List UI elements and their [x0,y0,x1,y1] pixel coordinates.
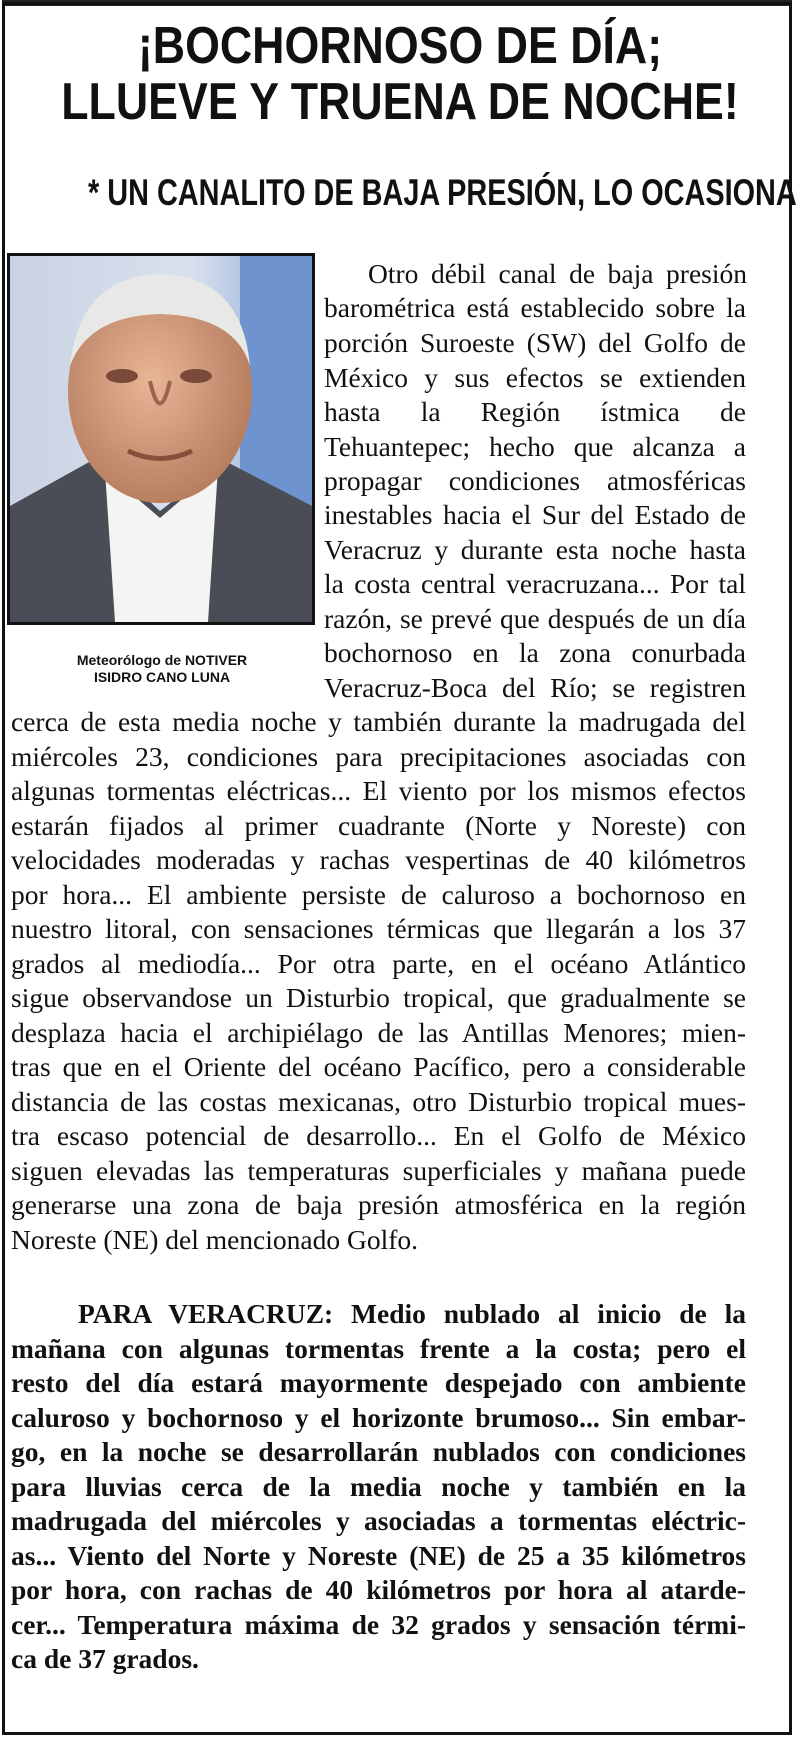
caption-line-2: ISIDRO CANO LUNA [93,669,231,685]
body-line: razón, se prevé que después de un día [324,603,746,634]
body-line: Veracruz-Boca del Río; se registren [324,672,746,703]
headline-line-2: LLUEVE Y TRUENA DE NOCHE! [61,73,739,131]
forecast-line: caluroso y bochornoso y el horizonte brumoso... Sin embar- [11,1402,746,1433]
body-line: tras que en el Oriente del océano Pacífico, pero a considerable [11,1051,746,1082]
body-line: propagar condiciones atmosféricas [324,465,746,496]
body-line: barométrica está establecido sobre la [324,292,746,323]
body-line: velocidades moderadas y rachas vespertinas de 40 kilómetros [11,844,746,875]
body-line: bochornoso en la zona conurbada [324,637,746,668]
body-line: cerca de esta media noche y también durante la madrugada del [11,706,746,737]
body-line: grados al mediodía... Por otra parte, en el océano Atlántico [11,948,746,979]
body-line: tra escaso potencial de desarrollo... En el Golfo de México [11,1120,746,1151]
body-line: inestables hacia el Sur del Estado de [324,499,746,530]
forecast-line: mañana con algunas tormentas frente a la costa; pero el [11,1333,746,1364]
body-line: generarse una zona de baja presión atmosférica en la región [11,1189,746,1220]
body-line: miércoles 23, condiciones para precipitaciones asociadas con [11,741,746,772]
body-line: México y sus efectos se extienden [324,362,746,393]
subheadline: * UN CANALITO DE BAJA PRESIÓN, LO OCASIONA [88,172,797,213]
body-line: Otro débil canal de baja presión [368,258,747,289]
forecast-line: madrugada del miércoles y asociadas a tormentas eléctric- [11,1505,746,1536]
forecast-line: PARA VERACRUZ: Medio nublado al inicio de la [78,1298,746,1329]
body-line: algunas tormentas eléctricas... El viento por los mismos efectos [11,775,746,806]
body-line: porción Suroeste (SW) del Golfo de [324,327,746,358]
body-line: estarán fijados al primer cuadrante (Norte y Noreste) con [11,810,746,841]
body-line: por hora... El ambiente persiste de caluroso a bochornoso en [11,879,746,910]
forecast-line: ca de 37 grados. [11,1643,199,1674]
forecast-line: para lluvias cerca de la media noche y también en la [11,1471,746,1502]
body-line: nuestro litoral, con sensaciones térmicas que llegarán a los 37 [11,913,746,944]
caption-line-1: Meteorólogo de NOTIVER [76,652,248,668]
body-line: hasta la Región ístmica de [324,396,746,427]
body-line: la costa central veracruzana... Por tal [324,568,746,599]
forecast-line: por hora, con rachas de 40 kilómetros por hora al atarde- [11,1574,746,1605]
body-line: sigue observandose un Disturbio tropical, que gradualmente se [11,982,746,1013]
body-line: Veracruz y durante esta noche hasta [324,534,746,565]
body-line: Tehuantepec; hecho que alcanza a [324,431,746,462]
body-line: Noreste (NE) del mencionado Golfo. [11,1224,419,1255]
forecast-line: resto del día estará mayormente despejado con ambiente [11,1367,746,1398]
forecast-line: cer... Temperatura máxima de 32 grados y sensación térmi- [11,1609,746,1640]
forecast-line: go, en la noche se desarrollarán nublados con condiciones [11,1436,746,1467]
body-line: desplaza hacia el archipiélago de las Antillas Menores; mien- [11,1017,746,1048]
headline-line-1: ¡BOCHORNOSO DE DÍA; [137,17,663,75]
body-line: distancia de las costas mexicanas, otro Disturbio tropical mues- [11,1086,746,1117]
body-line: siguen elevadas las temperaturas superficiales y mañana puede [11,1155,746,1186]
forecast-line: as... Viento del Norte y Noreste (NE) de 25 a 35 kilómetros [11,1540,746,1571]
